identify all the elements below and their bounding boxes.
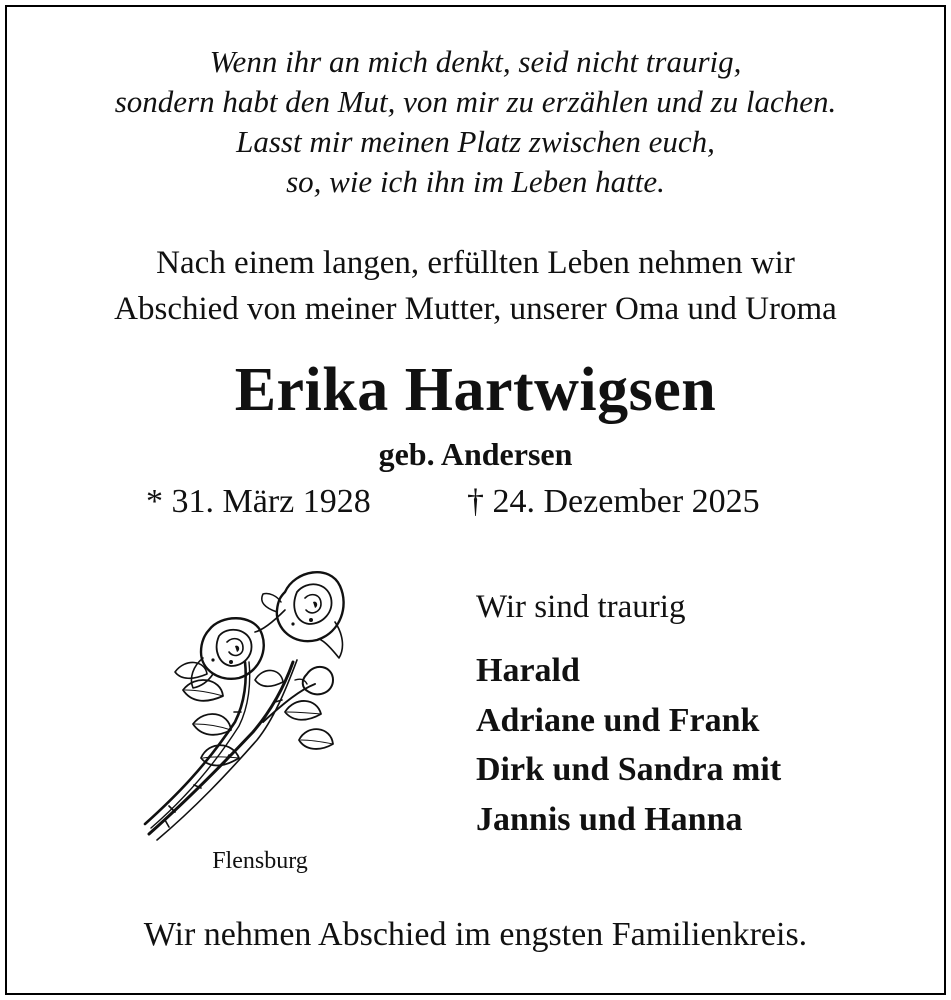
birth-date: * 31. März 1928 [146, 483, 371, 520]
poem-line: Wenn ihr an mich denkt, seid nicht traurig, [209, 44, 742, 79]
poem-line: sondern habt den Mut, von mir zu erzählen und zu lachen. [114, 84, 837, 119]
mourner-name: Harald [476, 652, 580, 689]
mourner-name: Jannis und Hanna [476, 800, 743, 838]
poem-line: Lasst mir meinen Platz zwischen euch, [236, 124, 715, 159]
death-date: † 24. Dezember 2025 [467, 483, 760, 520]
maiden-name: geb. Andersen [378, 436, 573, 472]
intro-text [0, 240, 951, 332]
mourner-name: Dirk und Sandra mit [476, 751, 782, 788]
roses-icon [135, 562, 355, 852]
deceased-name: Erika Hartwigsen [234, 356, 717, 424]
mourner-name: Adriane und Frank [476, 701, 760, 739]
poem [0, 42, 951, 202]
mourners-list [476, 646, 781, 844]
poem-line: so, wie ich ihn im Leben hatte. [286, 164, 665, 199]
intro-line: Abschied von meiner Mutter, unserer Oma und Uroma [114, 291, 837, 327]
place-name: Flensburg [212, 848, 308, 874]
mourners-heading: Wir sind traurig [476, 589, 686, 625]
intro-line: Nach einem langen, erfüllten Leben nehmen wir [156, 245, 795, 281]
closing-note: Wir nehmen Abschied im engsten Familienkreis. [143, 916, 808, 953]
